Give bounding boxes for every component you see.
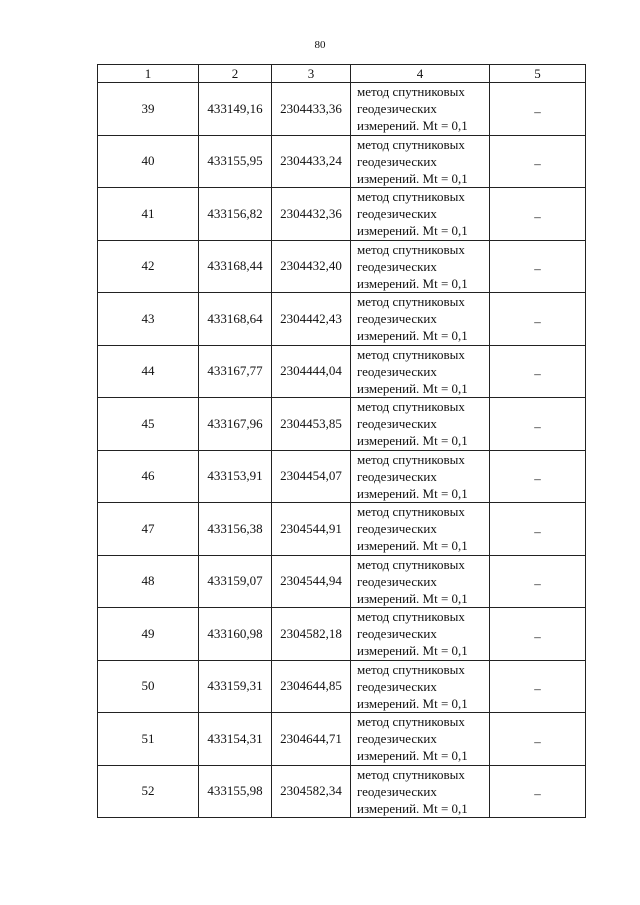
table-row — [98, 398, 586, 451]
y-coordinate-cell: 2304644,71 — [272, 713, 351, 766]
method-text-line: геодезических — [357, 521, 437, 537]
note-cell — [490, 345, 586, 398]
table-row — [98, 293, 586, 346]
note-cell — [490, 240, 586, 293]
note-cell — [490, 555, 586, 608]
page-number: 80 — [314, 39, 326, 51]
method-text-line: метод спутниковых — [357, 766, 465, 782]
note-dash: – — [534, 628, 541, 644]
method-text-line: метод спутниковых — [357, 84, 465, 100]
note-dash: – — [534, 261, 541, 277]
method-text-line: метод спутниковых — [357, 451, 465, 467]
y-coordinate-cell: 2304544,91 — [272, 503, 351, 556]
point-number-cell: 42 — [98, 240, 199, 293]
y-coordinate-cell: 2304644,85 — [272, 660, 351, 713]
note-dash: – — [534, 786, 541, 802]
note-dash: – — [534, 681, 541, 697]
table-row — [98, 660, 586, 713]
note-cell — [490, 188, 586, 241]
x-coordinate-cell: 433156,38 — [199, 503, 272, 556]
note-cell — [490, 660, 586, 713]
column-header: 2 — [199, 65, 272, 83]
note-cell — [490, 83, 586, 136]
method-text-line: геодезических — [357, 626, 437, 642]
table-row — [98, 765, 586, 818]
method-text-line: метод спутниковых — [357, 714, 465, 730]
method-text-line: измерений. Mt = 0,1 — [357, 538, 468, 554]
note-cell — [490, 135, 586, 188]
x-coordinate-cell: 433159,07 — [199, 555, 272, 608]
table-row — [98, 345, 586, 398]
method-text-line: метод спутниковых — [357, 346, 465, 362]
method-text-line: метод спутниковых — [357, 661, 465, 677]
note-dash: – — [534, 103, 541, 119]
column-header: 4 — [351, 65, 490, 83]
method-cell — [351, 240, 490, 293]
method-text-line: метод спутниковых — [357, 241, 465, 257]
column-header: 1 — [98, 65, 199, 83]
coordinates-table — [97, 64, 586, 818]
method-cell — [351, 450, 490, 503]
method-text-line: измерений. Mt = 0,1 — [357, 643, 468, 659]
y-coordinate-cell: 2304582,18 — [272, 608, 351, 661]
table-row — [98, 555, 586, 608]
y-coordinate-cell: 2304433,24 — [272, 135, 351, 188]
method-text-line: измерений. Mt = 0,1 — [357, 433, 468, 449]
y-coordinate-cell: 2304444,04 — [272, 345, 351, 398]
note-cell — [490, 608, 586, 661]
method-text-line: геодезических — [357, 678, 437, 694]
table-row — [98, 240, 586, 293]
note-cell — [490, 450, 586, 503]
y-coordinate-cell: 2304442,43 — [272, 293, 351, 346]
method-text-line: измерений. Mt = 0,1 — [357, 223, 468, 239]
method-cell — [351, 345, 490, 398]
note-dash: – — [534, 313, 541, 329]
table-row — [98, 608, 586, 661]
point-number-cell: 41 — [98, 188, 199, 241]
method-cell — [351, 765, 490, 818]
method-text-line: метод спутниковых — [357, 136, 465, 152]
method-text-line: метод спутниковых — [357, 556, 465, 572]
x-coordinate-cell: 433168,64 — [199, 293, 272, 346]
table-row — [98, 83, 586, 136]
x-coordinate-cell: 433155,98 — [199, 765, 272, 818]
method-text-line: геодезических — [357, 731, 437, 747]
method-text-line: измерений. Mt = 0,1 — [357, 695, 468, 711]
point-number-cell: 40 — [98, 135, 199, 188]
note-dash: – — [534, 576, 541, 592]
method-text-line: измерений. Mt = 0,1 — [357, 380, 468, 396]
point-number-cell: 44 — [98, 345, 199, 398]
method-text-line: измерений. Mt = 0,1 — [357, 118, 468, 134]
y-coordinate-cell: 2304454,07 — [272, 450, 351, 503]
method-text-line: измерений. Mt = 0,1 — [357, 590, 468, 606]
method-cell — [351, 660, 490, 713]
point-number-cell: 52 — [98, 765, 199, 818]
header-row — [98, 65, 586, 83]
note-dash: – — [534, 366, 541, 382]
method-text-line: геодезических — [357, 153, 437, 169]
method-cell — [351, 83, 490, 136]
method-text-line: геодезических — [357, 311, 437, 327]
x-coordinate-cell: 433168,44 — [199, 240, 272, 293]
table-row — [98, 450, 586, 503]
y-coordinate-cell: 2304544,94 — [272, 555, 351, 608]
point-number-cell: 47 — [98, 503, 199, 556]
table-row — [98, 713, 586, 766]
method-cell — [351, 608, 490, 661]
x-coordinate-cell: 433149,16 — [199, 83, 272, 136]
point-number-cell: 49 — [98, 608, 199, 661]
note-dash: – — [534, 208, 541, 224]
note-cell — [490, 765, 586, 818]
y-coordinate-cell: 2304433,36 — [272, 83, 351, 136]
method-cell — [351, 555, 490, 608]
y-coordinate-cell: 2304453,85 — [272, 398, 351, 451]
y-coordinate-cell: 2304582,34 — [272, 765, 351, 818]
note-dash: – — [534, 471, 541, 487]
method-text-line: метод спутниковых — [357, 504, 465, 520]
point-number-cell: 51 — [98, 713, 199, 766]
point-number-cell: 50 — [98, 660, 199, 713]
method-text-line: геодезических — [357, 783, 437, 799]
y-coordinate-cell: 2304432,36 — [272, 188, 351, 241]
method-text-line: метод спутниковых — [357, 189, 465, 205]
point-number-cell: 43 — [98, 293, 199, 346]
column-header: 3 — [272, 65, 351, 83]
note-dash: – — [534, 733, 541, 749]
note-dash: – — [534, 156, 541, 172]
note-dash: – — [534, 418, 541, 434]
method-text-line: метод спутниковых — [357, 609, 465, 625]
point-number-cell: 39 — [98, 83, 199, 136]
note-cell — [490, 398, 586, 451]
method-text-line: измерений. Mt = 0,1 — [357, 800, 468, 816]
x-coordinate-cell: 433167,77 — [199, 345, 272, 398]
method-text-line: измерений. Mt = 0,1 — [357, 485, 468, 501]
x-coordinate-cell: 433167,96 — [199, 398, 272, 451]
method-cell — [351, 293, 490, 346]
note-dash: – — [534, 523, 541, 539]
point-number-cell: 46 — [98, 450, 199, 503]
method-cell — [351, 398, 490, 451]
method-text-line: геодезических — [357, 573, 437, 589]
note-cell — [490, 713, 586, 766]
method-text-line: геодезических — [357, 101, 437, 117]
x-coordinate-cell: 433156,82 — [199, 188, 272, 241]
column-header: 5 — [490, 65, 586, 83]
method-text-line: геодезических — [357, 363, 437, 379]
method-text-line: измерений. Mt = 0,1 — [357, 170, 468, 186]
point-number-cell: 48 — [98, 555, 199, 608]
method-text-line: метод спутниковых — [357, 294, 465, 310]
method-cell — [351, 713, 490, 766]
table-body — [98, 83, 586, 818]
method-text-line: измерений. Mt = 0,1 — [357, 328, 468, 344]
table-header — [98, 65, 586, 83]
method-text-line: измерений. Mt = 0,1 — [357, 748, 468, 764]
note-cell — [490, 293, 586, 346]
x-coordinate-cell: 433153,91 — [199, 450, 272, 503]
method-text-line: геодезических — [357, 416, 437, 432]
method-text-line: метод спутниковых — [357, 399, 465, 415]
method-cell — [351, 135, 490, 188]
y-coordinate-cell: 2304432,40 — [272, 240, 351, 293]
method-text-line: геодезических — [357, 206, 437, 222]
x-coordinate-cell: 433160,98 — [199, 608, 272, 661]
x-coordinate-cell: 433159,31 — [199, 660, 272, 713]
point-number-cell: 45 — [98, 398, 199, 451]
x-coordinate-cell: 433154,31 — [199, 713, 272, 766]
table-row — [98, 188, 586, 241]
method-text-line: геодезических — [357, 258, 437, 274]
method-cell — [351, 188, 490, 241]
method-text-line: измерений. Mt = 0,1 — [357, 275, 468, 291]
table-row — [98, 135, 586, 188]
method-cell — [351, 503, 490, 556]
table-row — [98, 503, 586, 556]
note-cell — [490, 503, 586, 556]
x-coordinate-cell: 433155,95 — [199, 135, 272, 188]
method-text-line: геодезических — [357, 468, 437, 484]
